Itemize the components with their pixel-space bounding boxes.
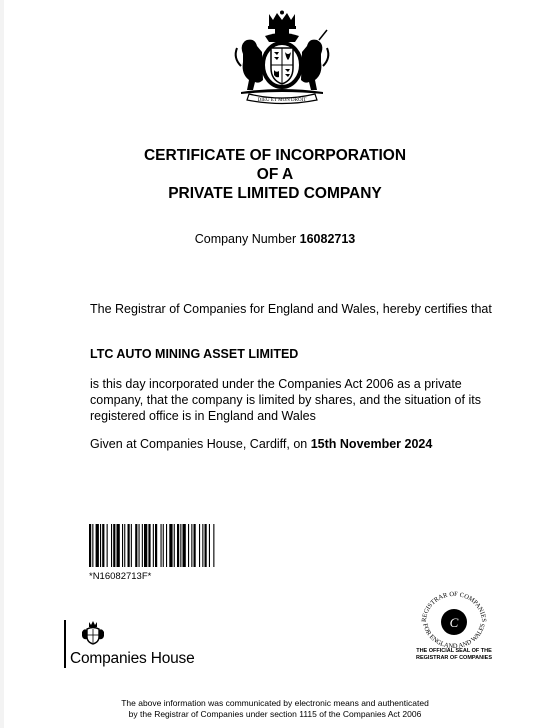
company-number-line [0,232,550,246]
company-number-value: 16082713 [299,232,356,246]
companies-house-logo-text: Companies House [70,650,195,667]
crest-motto: DIEU ET MON DROIT [257,98,307,103]
barcode-graphic [89,524,303,567]
authentication-footer [0,698,550,720]
title-line-2: OF A [256,166,294,183]
title-line-3: PRIVATE LIMITED COMPANY [168,185,382,202]
given-prefix: Given at Companies House, Cardiff, on [90,437,308,451]
footer-line-2: by the Registrar of Companies under section 1115 of the Companies Act 2006 [128,709,422,719]
seal-ring-bottom-text: FOR ENGLAND AND WALES [421,622,487,650]
seal-ring-top-text: REGISTRAR OF COMPANIES [420,590,488,623]
company-number-label: Company Number [194,232,297,246]
seal-caption [404,648,504,662]
incorporation-text: is this day incorporated under the Companies Act 2006 as a private company, that the company is limited by shares, and the situation of its registered office is in England and Wales [90,377,481,423]
seal-caption-line-2: REGISTRAR OF COMPANIES [416,655,492,661]
given-date: 15th November 2024 [310,437,433,451]
svg-text:C: C [449,615,459,630]
given-at-line [90,436,510,452]
registrar-certifies-text: The Registrar of Companies for England and Wales, hereby certifies that [90,302,492,316]
title-line-1: CERTIFICATE OF INCORPORATION [143,147,407,164]
certificate-title [0,146,550,203]
seal-caption-line-1: THE OFFICIAL SEAL OF THE [416,648,492,654]
page-edge [0,0,4,728]
company-name: LTC AUTO MINING ASSET LIMITED [90,347,299,361]
barcode-text: *N16082713F* [89,571,152,582]
royal-coat-of-arms-icon [229,10,335,106]
companies-house-logo-rule [64,620,66,668]
official-seal-icon [411,590,497,650]
footer-line-1: The above information was communicated by electronic means and authenticated [121,698,429,708]
companies-house-crest-icon [80,620,106,646]
